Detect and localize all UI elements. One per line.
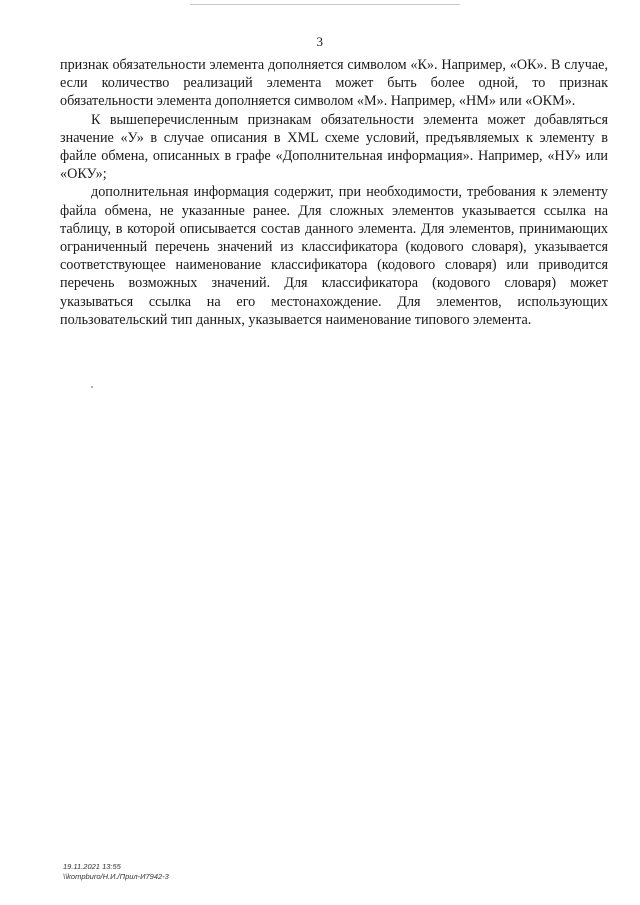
paragraph-continuation: признак обязательности элемента дополняется символом «К». Например, «ОК». В случае, если количество реализаций элемента может быть более одной, то признак обязательности элемента дополняется символом «М». Например, «НМ» или «ОКМ». — [60, 57, 608, 110]
scan-speck — [91, 386, 93, 388]
paragraph-u-marker: К вышеперечисленным признакам обязательности элемента может добавляться значение «У» в случае описания в XML схеме условий, предъявляемых к элементу в файле обмена, описанных в графе «Дополнительная информация». Например, «НУ» или «ОКУ»; — [60, 111, 608, 183]
footer-file-reference: \\kompburo/Н.И./Прил-И7942-3 — [63, 872, 169, 881]
paragraph-additional-info: дополнительная информация содержит, при необходимости, требования к элементу файла обмена, не указанные ранее. Для сложных элементов указывается ссылка на таблицу, в которой описывается состав данного элемента. Для элементов, принимающих ограниченный перечень значений из классификатора (кодового словаря), указывается соответствующее наименование классификатора (кодового словаря) или приводится перечень возможных значений. Для классификатора (кодового словаря) может указываться ссылка на его местонахождение. Для элементов, использующих пользовательский тип данных, указывается наименование типового элемента. — [60, 184, 608, 328]
top-edge-rule — [190, 4, 460, 5]
footer-timestamp: 19.11.2021 13:55 — [63, 862, 121, 871]
page-number: 3 — [316, 34, 324, 49]
footer-stamp — [63, 862, 169, 882]
body-text — [60, 56, 608, 329]
